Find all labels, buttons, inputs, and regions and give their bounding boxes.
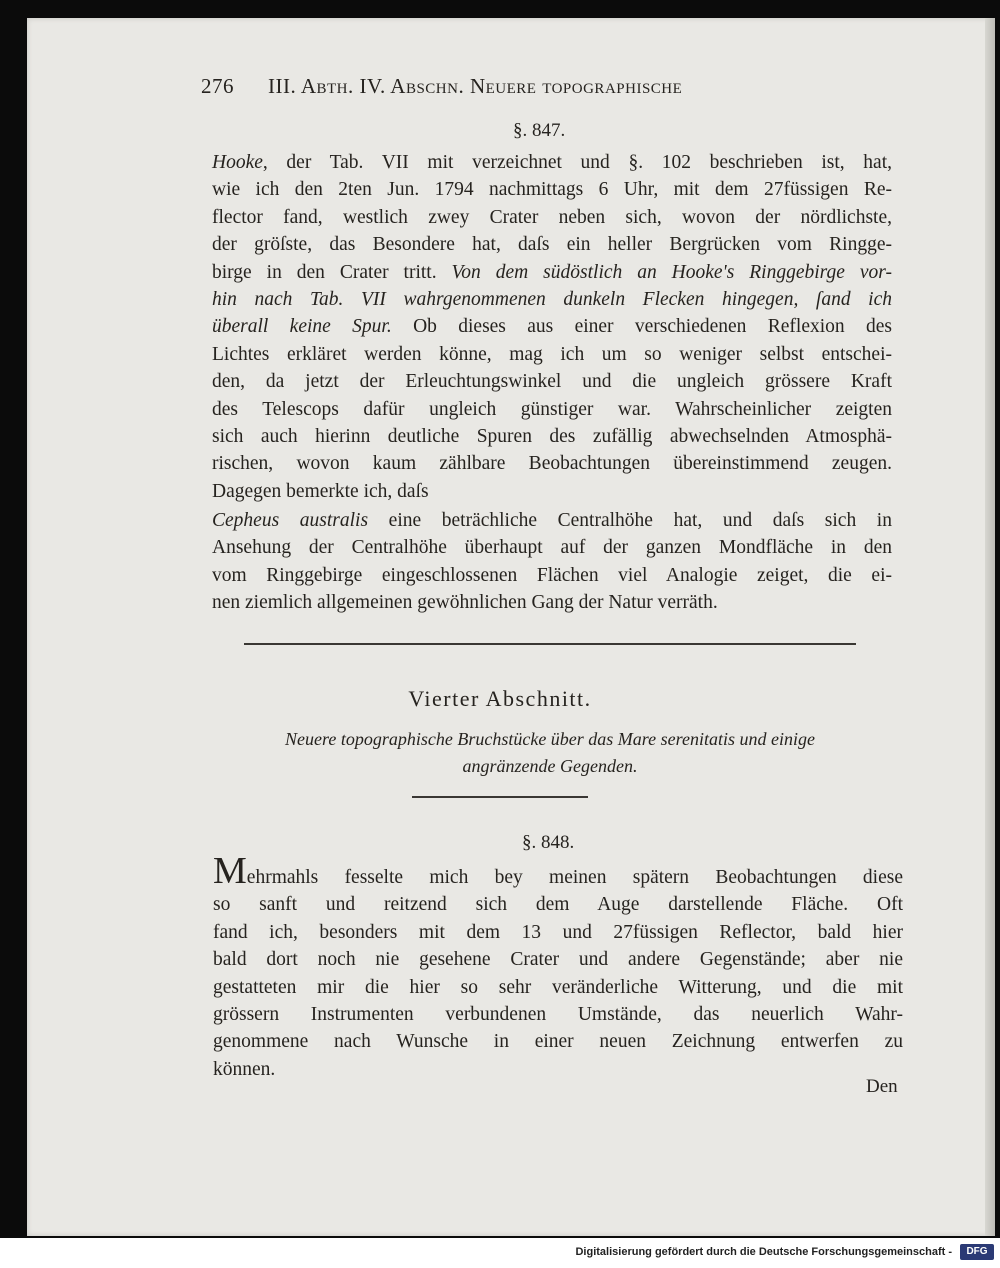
italic-text: Cepheus australis: [212, 510, 369, 531]
text-line: [212, 507, 892, 534]
text-line: [213, 1028, 903, 1055]
text-line: [212, 423, 892, 450]
text-run: sich auch hierinn deutliche Spuren des zufällig abwechselnden Atmosphä-: [212, 426, 892, 448]
chapter-rule: [412, 796, 588, 798]
text-run: den, da jetzt der Erleuchtungswinkel und die ungleich grössere Kraft: [212, 371, 892, 393]
running-header: [201, 74, 826, 99]
dfg-logo: DFG: [960, 1244, 994, 1260]
text-line: [212, 478, 892, 505]
chapter-subtitle-line2: angränzende Gegenden.: [462, 756, 638, 776]
paragraph-847-cepheus: [212, 507, 892, 617]
text-line: [212, 589, 892, 616]
chapter-title: Vierter Abschnitt.: [408, 686, 592, 711]
chapter-subtitle: [240, 726, 860, 780]
text-line: [213, 850, 903, 892]
text-line: [213, 1001, 903, 1028]
section-number-847: §. 847.: [513, 120, 566, 141]
italic-text: Von dem südöstlich an Hooke's Ringgebirge vor-: [451, 261, 892, 283]
text-run: bald dort noch nie gesehene Crater und andere Gegenstände; aber nie: [213, 949, 903, 971]
text-run: des Telescops dafür ungleich günstiger war. Wahrscheinlicher zeigten: [212, 398, 892, 420]
catchword: Den: [866, 1076, 898, 1097]
section-divider-rule: [244, 643, 856, 645]
text-run: gestatteten mir die hier so sehr veränderliche Witterung, und die mit: [213, 976, 903, 998]
text-line: [212, 341, 892, 368]
text-line: [212, 259, 892, 286]
text-run: , der Tab. VII mit verzeichnet und §. 102 beschrieben ist, hat,: [262, 152, 892, 173]
text-run: rischen, wovon kaum zählbare Beobachtungen übereinstimmend zeugen.: [212, 453, 892, 475]
text-line: [212, 231, 892, 258]
text-run: so sanft und reitzend sich dem Auge darstellende Fläche. Oft: [213, 894, 903, 916]
text-line: [213, 919, 903, 946]
paragraph-847-main: [212, 149, 892, 505]
section-number-848: §. 848.: [522, 832, 575, 853]
text-run: flector fand, westlich zwey Crater neben sich, wovon der nördlichste,: [212, 206, 892, 228]
text-line: [212, 450, 892, 477]
text-line: [212, 562, 892, 589]
drop-cap: M: [213, 850, 247, 892]
text-run: birge in den Crater tritt.: [212, 261, 452, 283]
text-run: nen ziemlich allgemeinen gewöhnlichen Gang der Natur verräth.: [212, 592, 718, 614]
text-run: eine beträchliche Centralhöhe hat, und daſs sich in: [368, 510, 892, 531]
italic-text: hin nach Tab. VII wahrgenommenen dunkeln Flecken hingegen, ſand ich: [212, 289, 892, 311]
text-run: ehrmahls fesselte mich bey meinen spätern Beobachtungen diese: [246, 867, 903, 888]
text-line: [212, 176, 892, 203]
text-line: [213, 946, 903, 973]
text-line: [213, 891, 903, 918]
chapter-subtitle-line1: Neuere topographische Bruchstücke über das Mare serenitatis und einige: [285, 729, 815, 749]
text-line: [212, 149, 892, 176]
text-line: [213, 1056, 903, 1083]
text-run: Lichtes erkläret werden könne, mag ich um so weniger selbst entschei-: [212, 343, 892, 365]
italic-text: Hooke: [212, 152, 263, 173]
text-run: fand ich, besonders mit dem 13 und 27füssigen Reflector, bald hier: [213, 921, 903, 943]
text-run: Dagegen bemerkte ich, daſs: [212, 480, 429, 502]
text-line: [213, 974, 903, 1001]
text-line: [212, 313, 892, 340]
paragraph-848: [213, 850, 903, 1083]
italic-text: überall keine Spur.: [212, 316, 392, 338]
text-run: Ansehung der Centralhöhe überhaupt auf der ganzen Mondfläche in den: [212, 537, 892, 559]
text-line: [212, 396, 892, 423]
text-run: der gröſste, das Besondere hat, daſs ein heller Bergrücken vom Ringge-: [212, 234, 892, 256]
page-edge: [985, 18, 995, 1236]
text-line: [212, 368, 892, 395]
text-line: [212, 534, 892, 561]
text-line: [212, 204, 892, 231]
text-run: wie ich den 2ten Jun. 1794 nachmittags 6 Uhr, mit dem 27füssigen Re-: [212, 179, 892, 201]
digitization-footer: [0, 1238, 1000, 1268]
page-number: 276: [201, 74, 234, 98]
text-run: Ob dieses aus einer verschiedenen Reflexion des: [391, 316, 893, 338]
text-run: genommene nach Wunsche in einer neuen Zeichnung entwerfen zu: [213, 1031, 903, 1053]
funding-credit: Digitalisierung gefördert durch die Deutsche Forschungsgemeinschaft -: [575, 1246, 952, 1258]
text-run: grössern Instrumenten verbundenen Umstände, das neuerlich Wahr-: [213, 1004, 903, 1026]
text-line: [212, 286, 892, 313]
text-run: vom Ringgebirge eingeschlossenen Flächen viel Analogie zeiget, die ei-: [212, 564, 892, 586]
text-run: können.: [213, 1058, 276, 1080]
running-title: III. Abth. IV. Abschn. Neuere topographische: [268, 74, 683, 98]
